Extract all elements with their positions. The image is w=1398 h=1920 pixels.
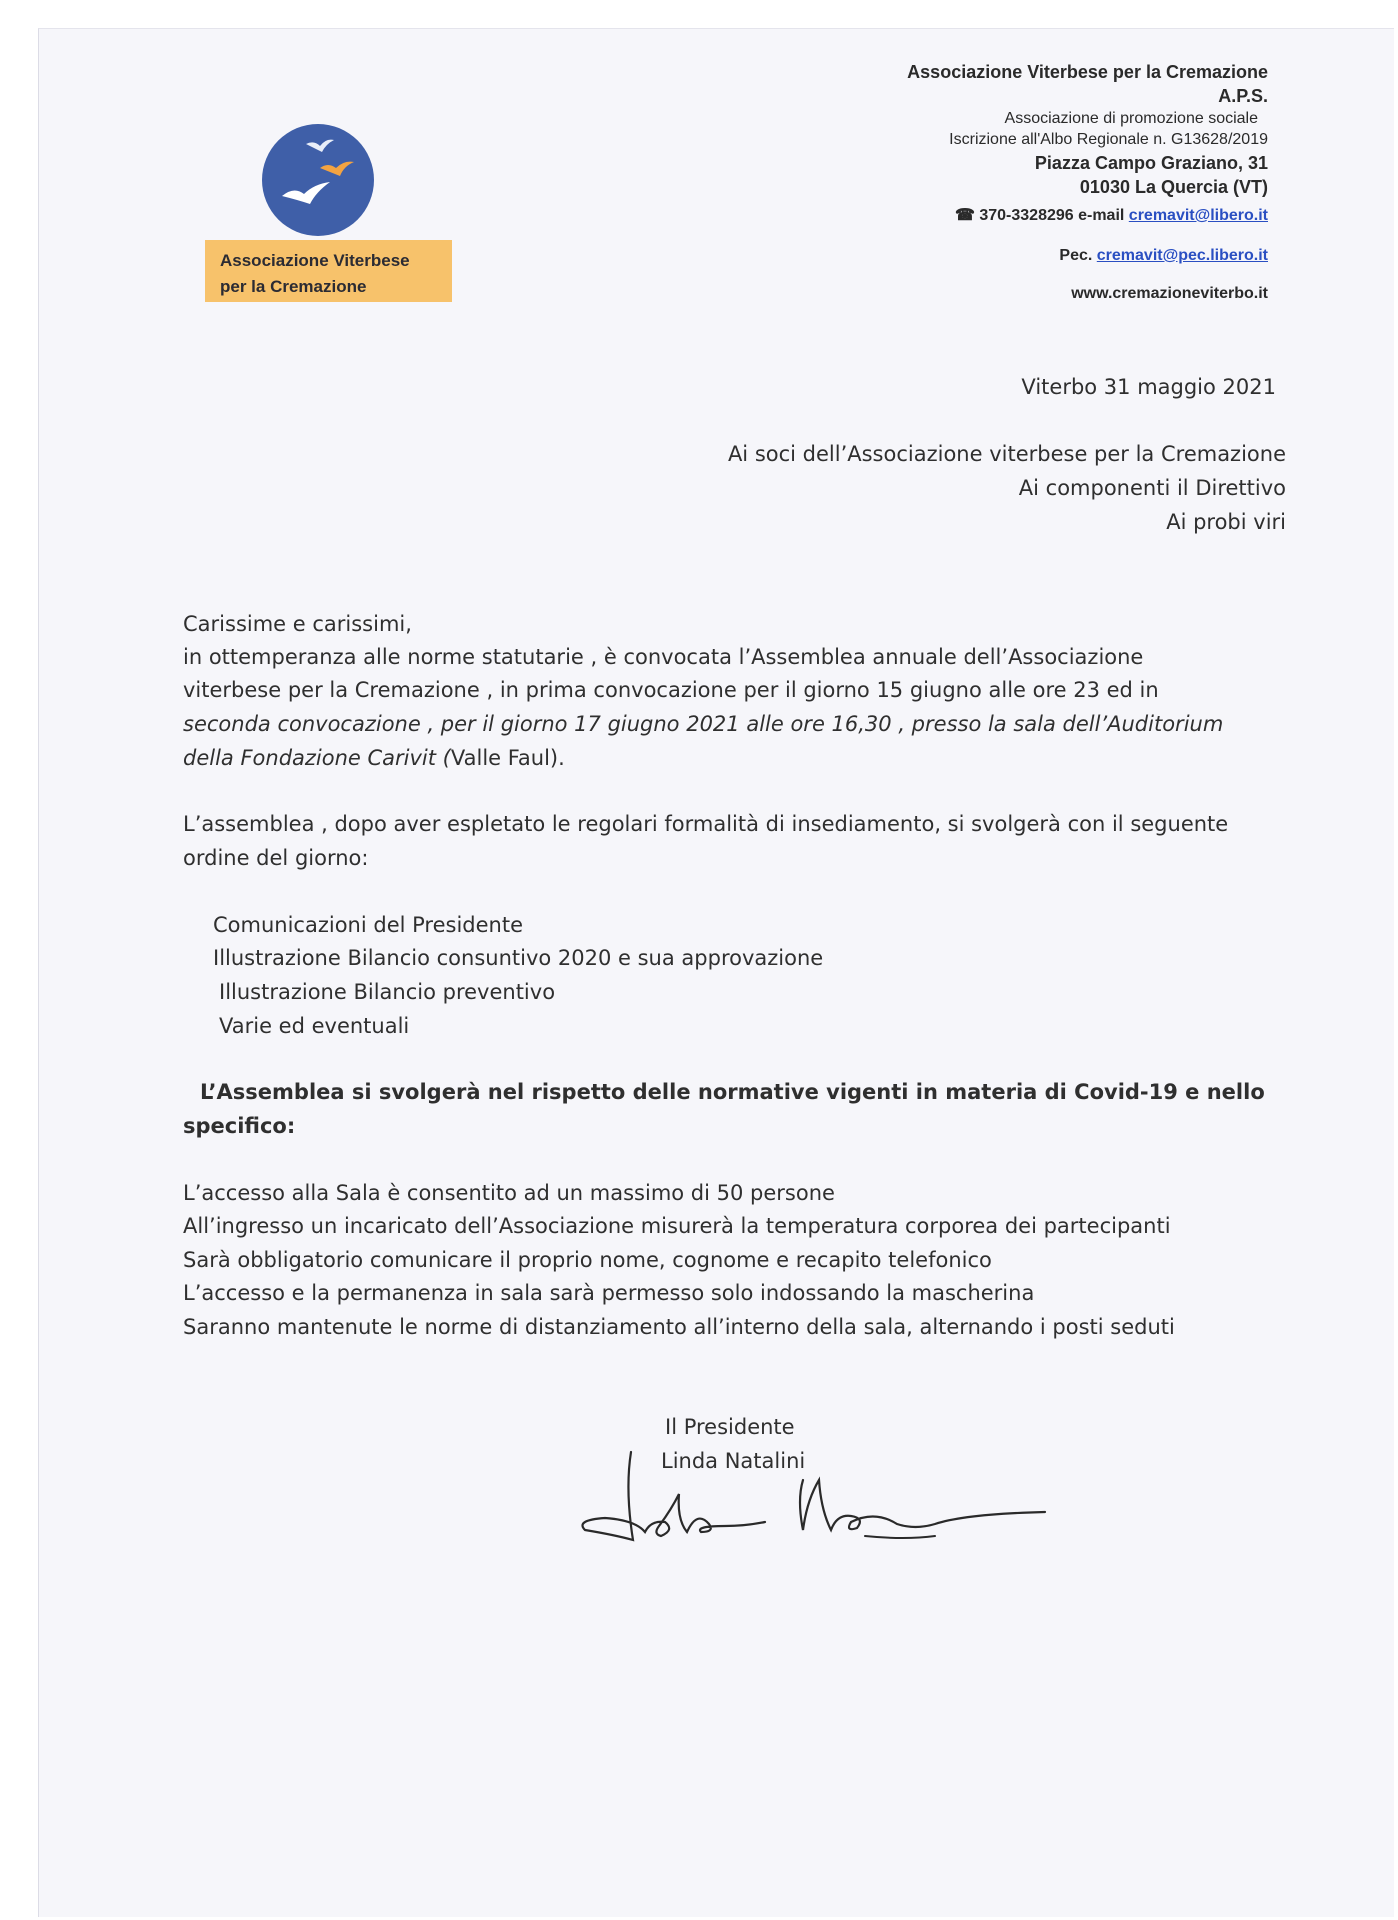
street-address: Piazza Campo Graziano, 31 [1034,153,1268,173]
birds-logo-icon [262,124,374,236]
telephone-icon: ☎ [954,207,975,224]
paragraph1-line: viterbese per la Cremazione , in prima convocazione per il giorno 15 giugno alle ore 23 ed in [183,678,1159,702]
org-name: Associazione Viterbese per la Cremazione [907,62,1268,82]
paragraph1-line: seconda convocazione , per il giorno 17 giugno 2021 alle ore 16,30 , presso la sala dell’Auditorium [183,712,1224,736]
pec-line [1059,247,1268,265]
covid-heading-line: specifico: [183,1114,296,1138]
letter-page [38,28,1394,1917]
signature-name: Linda Natalini [661,1449,806,1473]
phone-number: 370-3328296 e-mail [979,207,1125,224]
paragraph1-line [183,746,565,770]
email-link[interactable]: cremavit@libero.it [1128,207,1268,224]
paragraph1-line: in ottemperanza alle norme statutarie , è convocata l’Assemblea annuale dell’Associazione [183,645,1144,669]
registration: Iscrizione all'Albo Regionale n. G13628/2019 [949,131,1268,148]
agenda-item: Varie ed eventuali [219,1014,410,1038]
logo-label-box [205,240,452,302]
agenda-item: Illustrazione Bilancio preventivo [219,980,556,1004]
paragraph2-line: ordine del giorno: [183,846,369,870]
rule-item: Sarà obbligatorio comunicare il proprio nome, cognome e recapito telefonico [183,1248,992,1272]
covid-heading-line: L’Assemblea si svolgerà nel rispetto delle normative vigenti in materia di Covid-19 e nello [200,1080,1265,1104]
logo-line1: Associazione Viterbese [220,251,410,270]
pec-label: Pec. [1059,247,1093,264]
signature-title: Il Presidente [665,1415,795,1439]
rule-item: Saranno mantenute le norme di distanziamento all’interno della sala, alternando i posti seduti [183,1315,1175,1339]
city-address: 01030 La Quercia (VT) [1079,177,1268,197]
rule-item: L’accesso e la permanenza in sala sarà permesso solo indossando la mascherina [183,1281,1035,1305]
rule-item: All’ingresso un incaricato dell’Associazione misurerà la temperatura corporea dei partecipanti [183,1214,1171,1238]
recipient-line: Ai probi viri [1166,510,1286,534]
recipient-line: Ai soci dell’Associazione viterbese per la Cremazione [727,442,1286,466]
greeting: Carissime e carissimi, [183,612,412,636]
org-suffix: A.P.S. [1218,86,1268,106]
letter-date: Viterbo 31 maggio 2021 [1021,375,1276,399]
paragraph1-normal: Valle Faul). [450,746,565,770]
rule-item: L’accesso alla Sala è consentito ad un massimo di 50 persone [183,1181,835,1205]
paragraph1-italic: della Fondazione Carivit ( [183,746,451,770]
handwritten-signature-icon [575,1440,1055,1570]
website: www.cremazioneviterbo.it [1071,285,1268,302]
paragraph2-line: L’assemblea , dopo aver espletato le regolari formalità di insediamento, si svolgerà con il seguente [183,812,1229,836]
agenda-item: Comunicazioni del Presidente [213,913,523,937]
recipient-line: Ai componenti il Direttivo [1018,476,1286,500]
logo-line2: per la Cremazione [220,277,367,296]
pec-email-link[interactable]: cremavit@pec.libero.it [1096,247,1268,264]
agenda-item: Illustrazione Bilancio consuntivo 2020 e sua approvazione [213,946,824,970]
contact-line [955,205,1268,225]
org-type: Associazione di promozione sociale [1004,110,1258,127]
